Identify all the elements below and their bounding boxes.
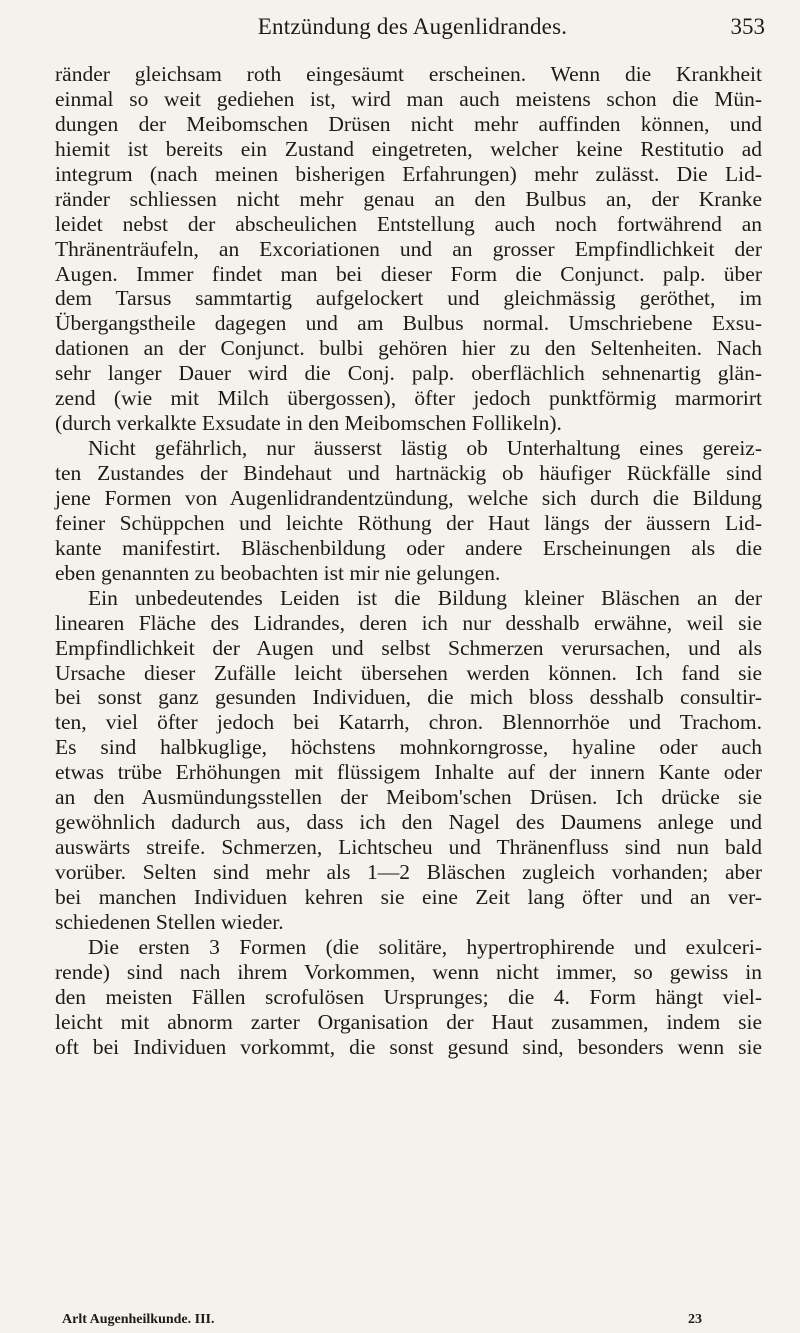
text-line: Übergangstheile dagegen und am Bulbus normal. Umschriebene Exsu- — [55, 311, 762, 336]
text-line: Empfindlichkeit der Augen und selbst Schmerzen verursachen, und als — [55, 635, 762, 660]
paragraph-end-line: (durch verkalkte Exsudate in den Meibomschen Follikeln). — [55, 411, 562, 436]
text-line: ten, viel öfter jedoch bei Katarrh, chron. Blennorrhöe und Trachom. — [55, 710, 762, 735]
signature-number: 23 — [688, 1312, 702, 1327]
text-line: an den Ausmündungsstellen der Meibom'schen Drüsen. Ich drücke sie — [55, 785, 762, 810]
text-line: linearen Fläche des Lidrandes, deren ich nur desshalb erwähne, weil sie — [55, 610, 762, 635]
text-line: auswärts streife. Schmerzen, Lichtscheu und Thränenfluss sind nun bald — [55, 835, 762, 860]
text-line: einmal so weit gediehen ist, wird man auch meistens schon die Mün- — [55, 86, 762, 111]
text-line: bei sonst ganz gesunden Individuen, die mich bloss desshalb consultir- — [55, 685, 762, 710]
signature-mark: Arlt Augenheilkunde. III. — [62, 1312, 215, 1327]
text-line: hiemit ist bereits ein Zustand eingetreten, welcher keine Restitutio ad — [55, 136, 762, 161]
page-header — [60, 12, 765, 52]
body-text — [55, 62, 762, 1060]
text-line: dationen an der Conjunct. bulbi gehören hier zu den Seltenheiten. Nach — [55, 336, 762, 361]
text-line: gewöhnlich dadurch aus, dass ich den Nagel des Daumens anlege und — [55, 810, 762, 835]
text-line: bei manchen Individuen kehren sie eine Zeit lang öfter und an ver- — [55, 884, 762, 909]
text-line: kante manifestirt. Bläschenbildung oder andere Erscheinungen als die — [55, 535, 762, 560]
text-line: zend (wie mit Milch übergossen), öfter jedoch punktförmig marmorirt — [55, 386, 762, 411]
text-line: Es sind halbkuglige, höchstens mohnkorngrosse, hyaline oder auch — [55, 735, 762, 760]
text-line: Ursache dieser Zufälle leicht übersehen werden können. Ich fand sie — [55, 660, 762, 685]
page-footer — [62, 1312, 702, 1332]
text-line: dem Tarsus sammtartig aufgelockert und gleichmässig geröthet, im — [55, 286, 762, 311]
paragraph-end-line: eben genannten zu beobachten ist mir nie gelungen. — [55, 560, 501, 585]
text-line: dungen der Meibomschen Drüsen nicht mehr auffinden können, und — [55, 111, 762, 136]
text-line: vorüber. Selten sind mehr als 1—2 Bläschen zugleich vorhanden; aber — [55, 860, 762, 884]
text-line: ten Zustandes der Bindehaut und hartnäckig ob häufiger Rückfälle sind — [55, 461, 762, 485]
text-line: jene Formen von Augenlidrandentzündung, welche sich durch die Bildung — [55, 485, 762, 510]
text-line: leidet nebst der abscheulichen Entstellung auch noch fortwährend an — [55, 211, 762, 236]
text-line: ränder schliessen nicht mehr genau an den Bulbus an, der Kranke — [55, 186, 762, 211]
text-line: sehr langer Dauer wird die Conj. palp. oberflächlich sehnenartig glän- — [55, 361, 762, 386]
text-line: oft bei Individuen vorkommt, die sonst gesund sind, besonders wenn sie — [55, 1034, 762, 1059]
paragraph-start-line: Die ersten 3 Formen (die solitäre, hypertrophirende und exulceri- — [88, 934, 762, 959]
running-head: Entzündung des Augenlidrandes. — [257, 14, 568, 39]
text-line: feiner Schüppchen und leichte Röthung der Haut längs der äussern Lid- — [55, 510, 762, 535]
text-line: leicht mit abnorm zarter Organisation der Haut zusammen, indem sie — [55, 1009, 762, 1034]
text-line: ränder gleichsam roth eingesäumt erscheinen. Wenn die Krankheit — [55, 62, 762, 86]
paragraph-start-line: Nicht gefährlich, nur äusserst lästig ob Unterhaltung eines gereiz- — [88, 436, 762, 461]
text-line: rende) sind nach ihrem Vorkommen, wenn nicht immer, so gewiss in — [55, 959, 762, 984]
text-line: den meisten Fällen scrofulösen Ursprunges; die 4. Form hängt viel- — [55, 984, 762, 1009]
text-line: integrum (nach meinen bisherigen Erfahrungen) mehr zulässt. Die Lid- — [55, 161, 762, 186]
text-line: Augen. Immer findet man bei dieser Form die Conjunct. palp. über — [55, 261, 762, 286]
paragraph-start-line: Ein unbedeutendes Leiden ist die Bildung kleiner Bläschen an der — [88, 585, 762, 610]
text-line: Thränenträufeln, an Excoriationen und an grosser Empfindlichkeit der — [55, 236, 762, 261]
text-line: etwas trübe Erhöhungen mit flüssigem Inhalte auf der innern Kante oder — [55, 760, 762, 785]
paragraph-end-line: schiedenen Stellen wieder. — [55, 909, 284, 934]
page-number: 353 — [730, 14, 765, 39]
